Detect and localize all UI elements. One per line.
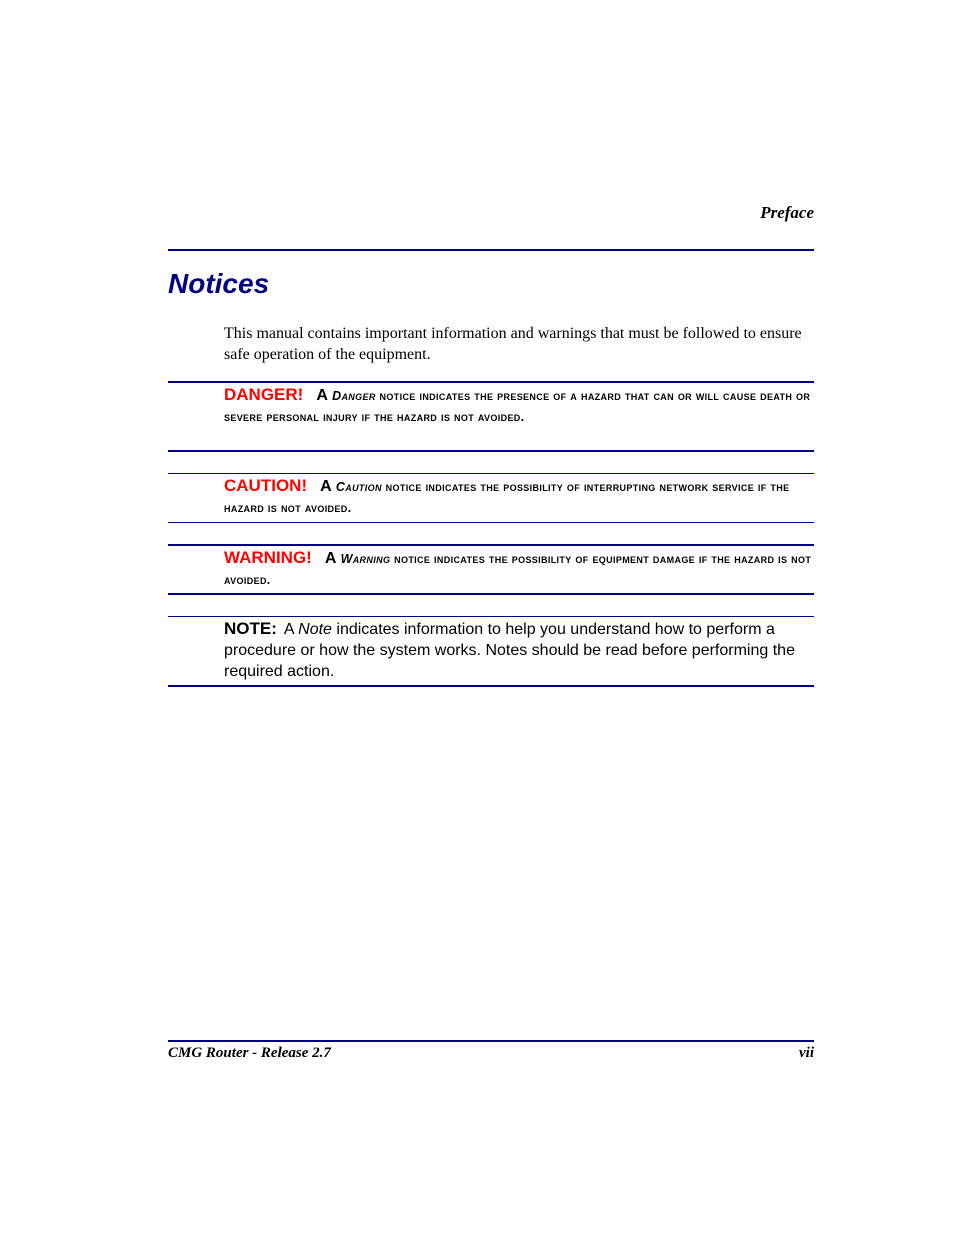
header-rule	[168, 249, 814, 251]
warning-notice	[168, 544, 814, 595]
caution-body: notice indicates the possibility of interrupting network service if the hazard is not avoided.	[224, 480, 790, 515]
note-notice-text	[224, 617, 814, 682]
page-number: vii	[799, 1045, 814, 1061]
caution-label: CAUTION!	[224, 476, 308, 495]
caution-term: Caution	[335, 480, 382, 494]
warning-article: A	[324, 550, 337, 567]
footer-product: CMG Router - Release 2.7	[168, 1045, 331, 1061]
danger-body: notice indicates the presence of a hazard that can or will cause death or severe personal injury if the hazard is not avoided.	[224, 389, 811, 424]
running-head: Preface	[760, 203, 814, 222]
warning-notice-text	[224, 546, 814, 591]
intro-paragraph: This manual contains important information and warnings that must be followed to ensure safe operation of the equipment.	[224, 325, 802, 363]
caution-article: A	[320, 478, 333, 495]
note-body: indicates information to help you understand how to perform a procedure or how the system works. Notes should be read before performing the required action.	[224, 621, 795, 680]
caution-notice-text	[224, 474, 814, 519]
warning-label: WARNING!	[224, 548, 312, 567]
danger-term: Danger	[332, 389, 376, 403]
page-title: Notices	[168, 268, 270, 299]
danger-notice	[168, 381, 814, 452]
danger-article: A	[316, 387, 329, 404]
danger-notice-text	[224, 383, 814, 428]
warning-body: notice indicates the possibility of equipment damage if the hazard is not avoided.	[224, 552, 812, 587]
note-article: A	[283, 621, 294, 638]
note-notice	[168, 616, 814, 687]
caution-notice	[168, 473, 814, 523]
note-term: Note	[298, 621, 332, 638]
note-label: NOTE:	[224, 619, 277, 638]
warning-term: Warning	[340, 552, 391, 566]
danger-label: DANGER!	[224, 385, 304, 404]
footer-rule	[168, 1040, 814, 1042]
